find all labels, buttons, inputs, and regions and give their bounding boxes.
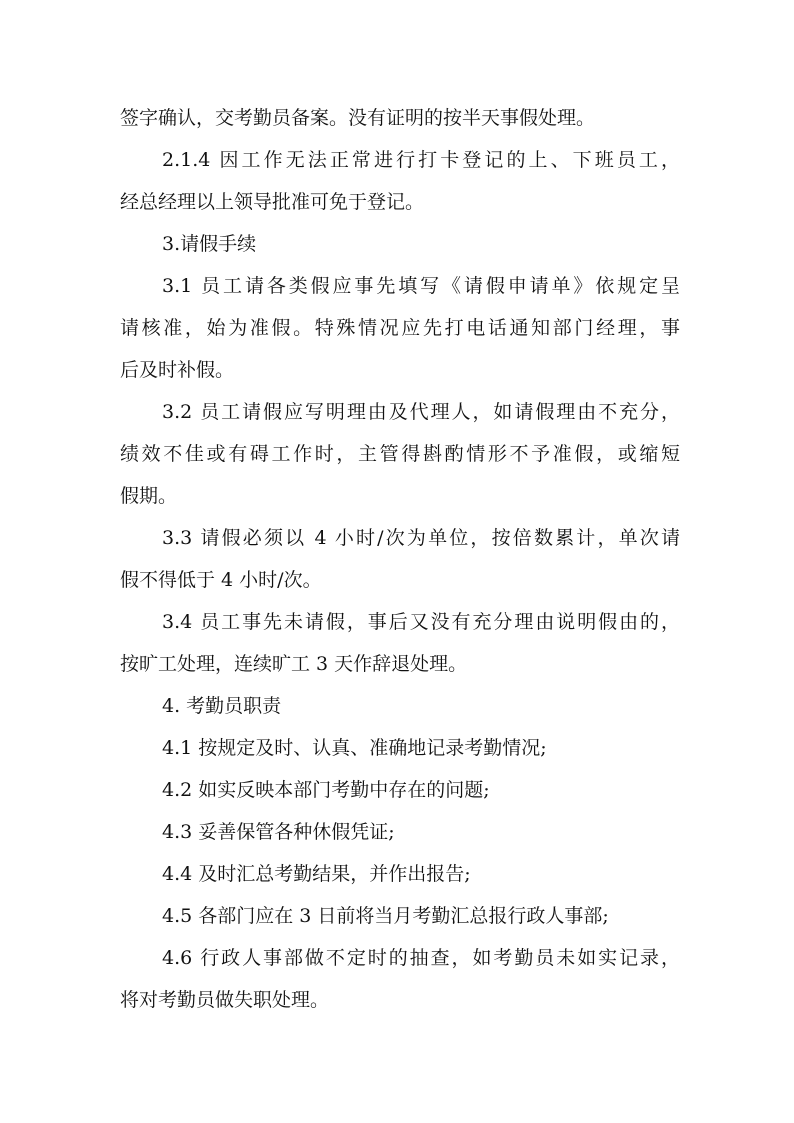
- section-heading: 4. 考勤员职责: [162, 695, 282, 717]
- list-item: 4.5 各部门应在 3 日前将当月考勤汇总报行政人事部;: [162, 905, 609, 927]
- text-line: 2.1.4 因工作无法正常进行打卡登记的上、下班员工，: [162, 149, 680, 171]
- list-item: 4.3 妥善保管各种休假凭证;: [162, 821, 395, 843]
- list-item: 4.1 按规定及时、认真、准确地记录考勤情况;: [162, 737, 547, 759]
- text-line: 签字确认，交考勤员备案。没有证明的按半天事假处理。: [120, 107, 596, 129]
- text-line: 3.2 员工请假应写明理由及代理人，如请假理由不充分，: [162, 401, 680, 423]
- text-line: 3.4 员工事先未请假，事后又没有充分理由说明假由的，: [162, 611, 680, 633]
- text-line: 后及时补假。: [120, 359, 235, 381]
- text-line: 绩效不佳或有碍工作时，主管得斟酌情形不予准假，或缩短: [120, 443, 680, 465]
- text-line: 请核准，始为准假。特殊情况应先打电话通知部门经理，事: [120, 317, 680, 339]
- text-line: 将对考勤员做失职处理。: [120, 989, 330, 1011]
- text-line: 经总经理以上领导批准可免于登记。: [120, 191, 425, 213]
- text-line: 假不得低于 4 小时/次。: [120, 569, 322, 591]
- text-line: 按旷工处理，连续旷工 3 天作辞退处理。: [120, 653, 468, 675]
- section-heading: 3.请假手续: [162, 233, 257, 255]
- text-line: 假期。: [120, 485, 178, 507]
- list-item: 4.2 如实反映本部门考勤中存在的问题;: [162, 779, 490, 801]
- list-item: 4.4 及时汇总考勤结果，并作出报告;: [162, 863, 471, 885]
- text-line: 3.1 员工请各类假应事先填写《请假申请单》依规定呈: [162, 275, 680, 297]
- text-line: 3.3 请假必须以 4 小时/次为单位，按倍数累计，单次请: [162, 527, 680, 549]
- list-item: 4.6 行政人事部做不定时的抽查，如考勤员未如实记录，: [162, 947, 680, 969]
